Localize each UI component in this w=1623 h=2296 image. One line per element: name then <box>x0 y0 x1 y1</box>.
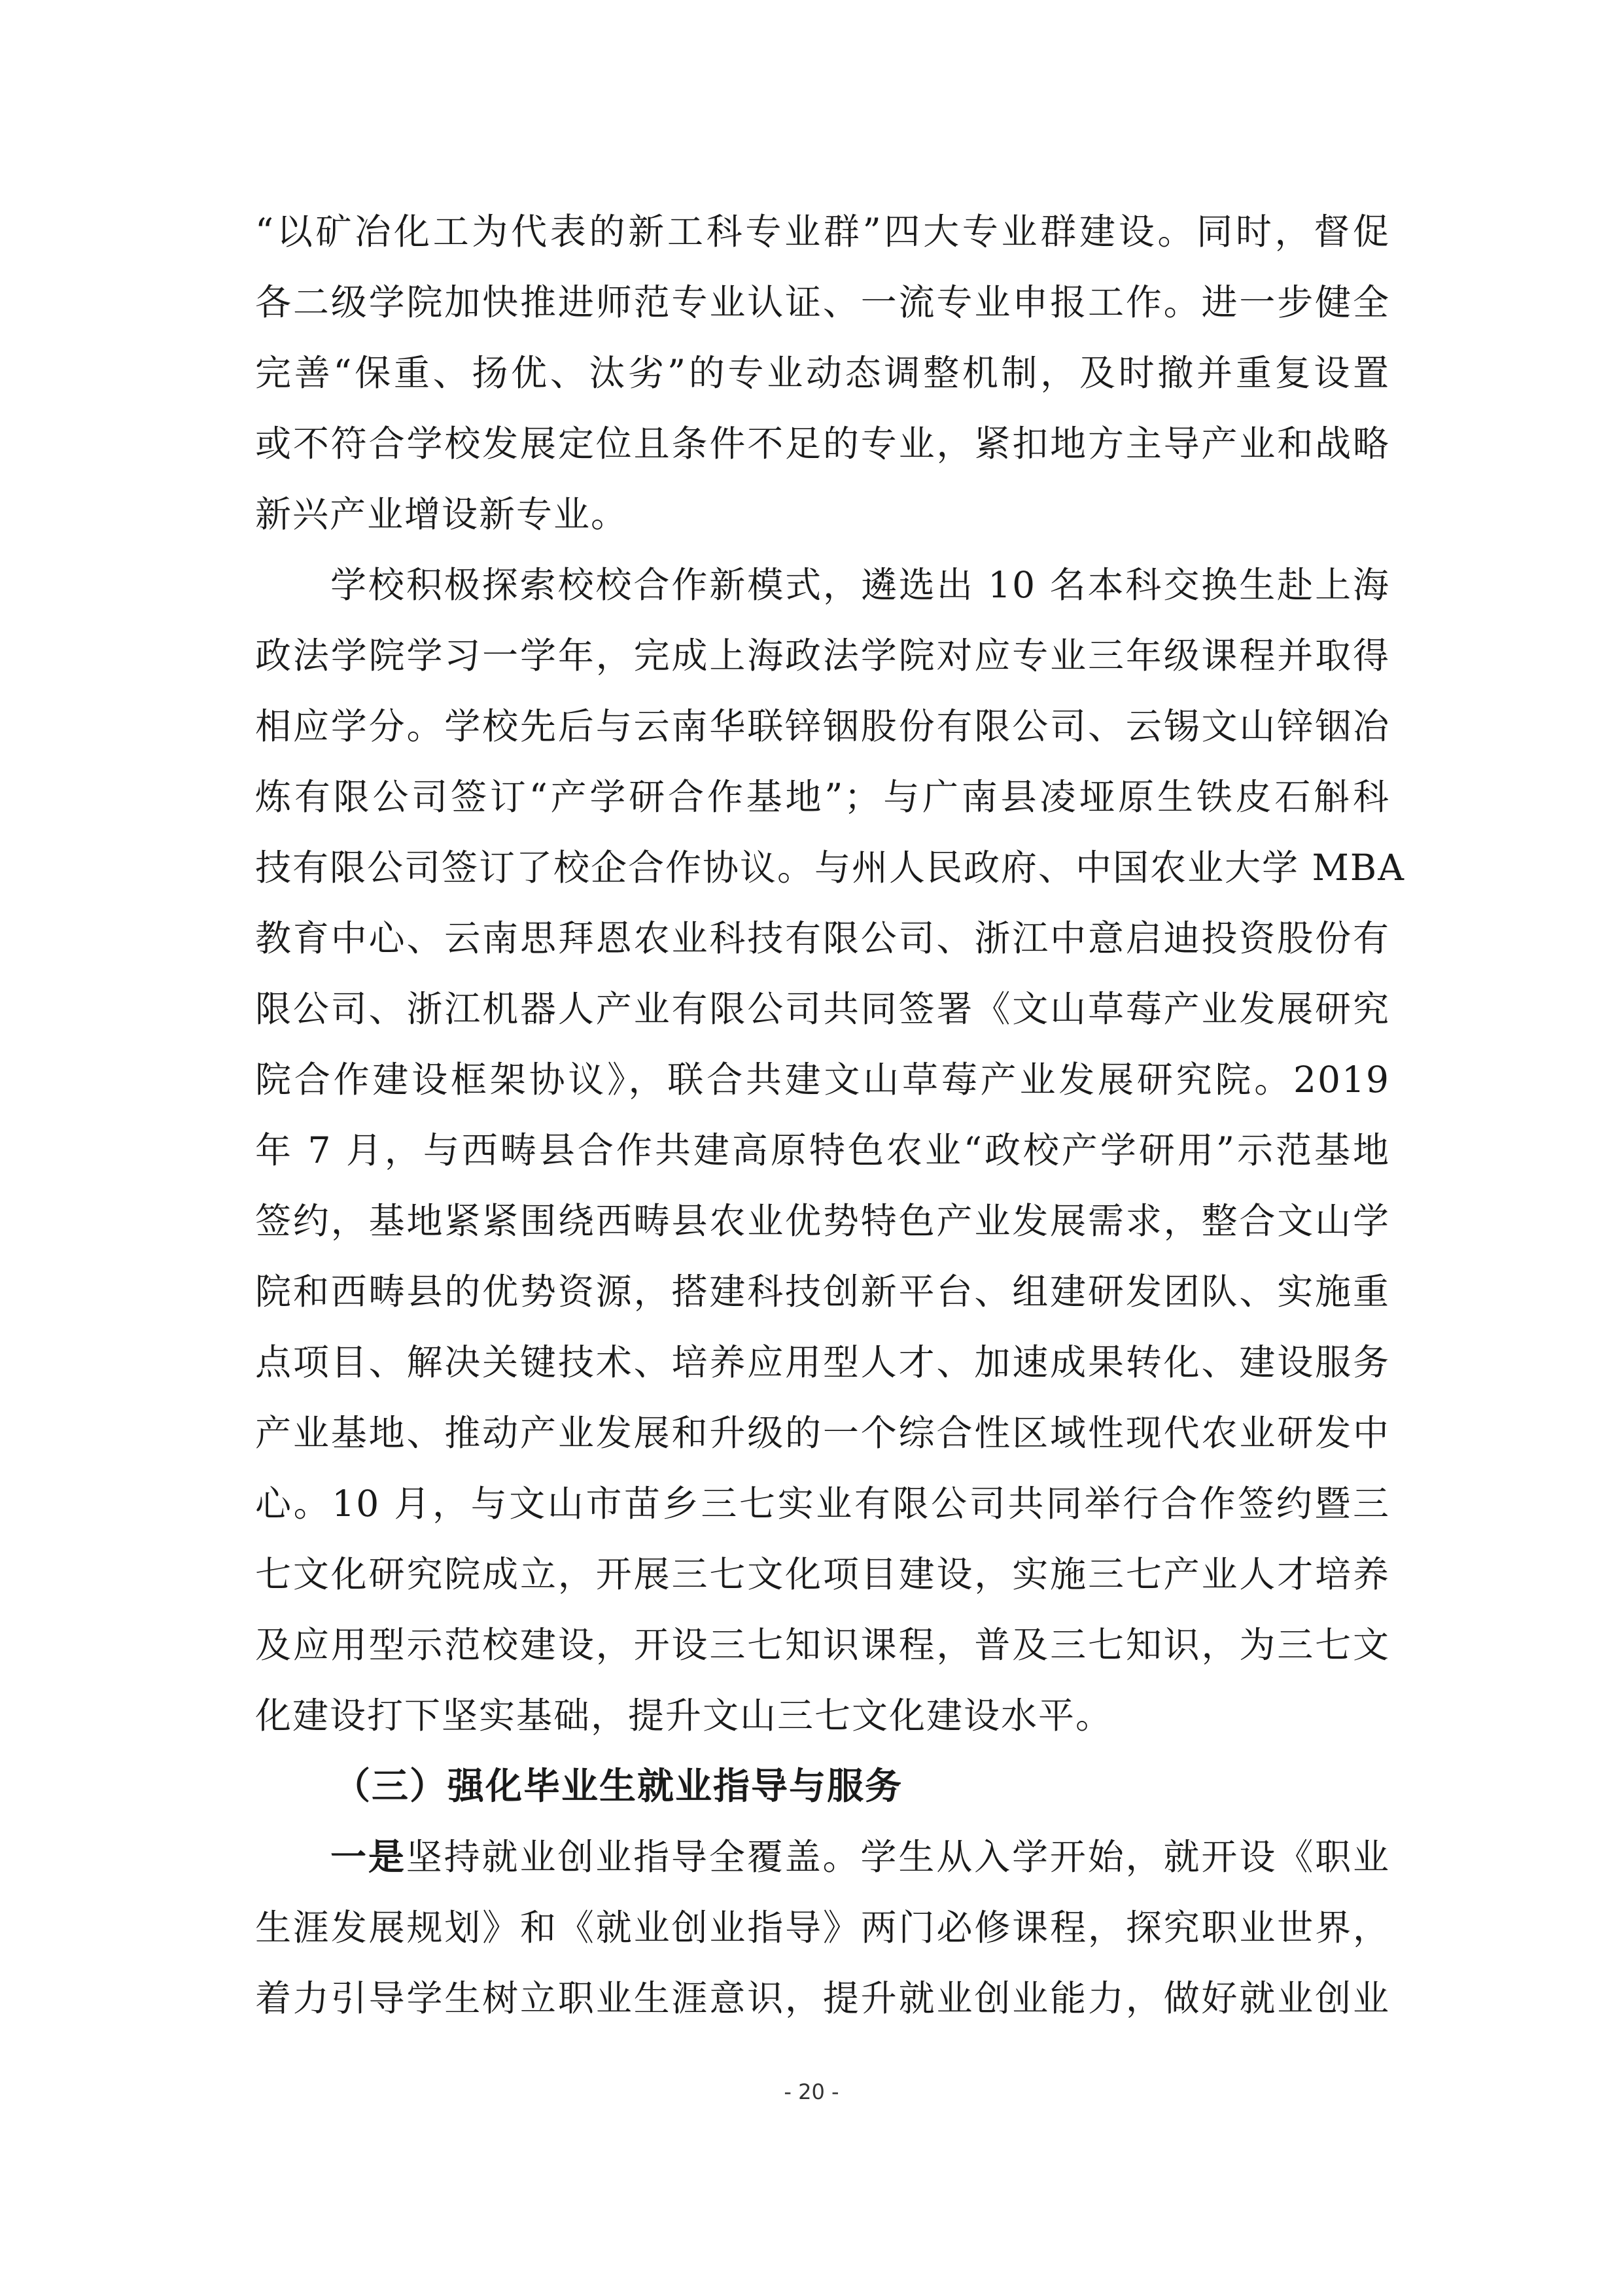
paragraph-2-line-2: 政法学院学习一学年，完成上海政法学院对应专业三年级课程并取得 <box>255 635 1390 677</box>
paragraph-2-line-13: 产业基地、推动产业发展和升级的一个综合性区域性现代农业研发中 <box>255 1412 1390 1454</box>
paragraph-2-line-14: 心。10 月，与文山市苗乡三七实业有限公司共同举行合作签约暨三 <box>255 1483 1390 1525</box>
paragraph-1-line-4: 或不符合学校发展定位且条件不足的专业，紧扣地方主导产业和战略 <box>255 423 1390 465</box>
paragraph-1-line-5: 新兴产业增设新专业。 <box>255 493 629 535</box>
paragraph-2-line-5: 技有限公司签订了校企合作协议。与州人民政府、中国农业大学 MBA <box>255 847 1405 889</box>
paragraph-2-line-11: 院和西畴县的优势资源，搭建科技创新平台、组建研发团队、实施重 <box>255 1271 1390 1313</box>
paragraph-2-line-16: 及应用型示范校建设，开设三七知识课程，普及三七知识，为三七文 <box>255 1624 1390 1666</box>
paragraph-1-line-2: 各二级学院加快推进师范专业认证、一流专业申报工作。进一步健全 <box>255 281 1390 323</box>
page-number: - 20 - <box>784 2079 839 2104</box>
paragraph-3-line-1 <box>330 1822 1390 1892</box>
paragraph-2-line-17: 化建设打下坚实基础，提升文山三七文化建设水平。 <box>255 1695 1113 1737</box>
paragraph-2-line-10: 签约，基地紧紧围绕西畴县农业优势特色产业发展需求，整合文山学 <box>255 1200 1390 1242</box>
paragraph-1-line-3: 完善“保重、扬优、汰劣”的专业动态调整机制，及时撤并重复设置 <box>255 352 1390 394</box>
paragraph-3-line-1-text: 坚持就业创业指导全覆盖。学生从入学开始，就开设《职业 <box>406 1836 1390 1878</box>
paragraph-3-lead: 一是 <box>330 1835 406 1878</box>
paragraph-2-line-7: 限公司、浙江机器人产业有限公司共同签署《文山草莓产业发展研究 <box>255 988 1390 1030</box>
paragraph-2-line-15: 七文化研究院成立，开展三七文化项目建设，实施三七产业人才培养 <box>255 1553 1390 1595</box>
paragraph-3-line-3: 着力引导学生树立职业生涯意识，提升就业创业能力，做好就业创业 <box>255 1977 1390 2019</box>
paragraph-2-line-4: 炼有限公司签订“产学研合作基地”；与广南县凌垭原生铁皮石斛科 <box>255 776 1390 818</box>
paragraph-2-line-8: 院合作建设框架协议》，联合共建文山草莓产业发展研究院。2019 <box>255 1059 1390 1101</box>
paragraph-2-line-9: 年 7 月，与西畴县合作共建高原特色农业“政校产学研用”示范基地 <box>255 1129 1390 1171</box>
paragraph-2-line-12: 点项目、解决关键技术、培养应用型人才、加速成果转化、建设服务 <box>255 1341 1390 1383</box>
paragraph-3-line-2: 生涯发展规划》和《就业创业指导》两门必修课程，探究职业世界， <box>255 1907 1390 1949</box>
paragraph-1-line-1: “以矿冶化工为代表的新工科专业群”四大专业群建设。同时，督促 <box>255 211 1390 253</box>
paragraph-2-line-1: 学校积极探索校校合作新模式，遴选出 10 名本科交换生赴上海 <box>330 564 1390 606</box>
section-heading: （三）强化毕业生就业指导与服务 <box>334 1765 903 1808</box>
paragraph-2-line-6: 教育中心、云南思拜恩农业科技有限公司、浙江中意启迪投资股份有 <box>255 917 1390 959</box>
paragraph-2-line-3: 相应学分。学校先后与云南华联锌铟股份有限公司、云锡文山锌铟冶 <box>255 705 1390 747</box>
